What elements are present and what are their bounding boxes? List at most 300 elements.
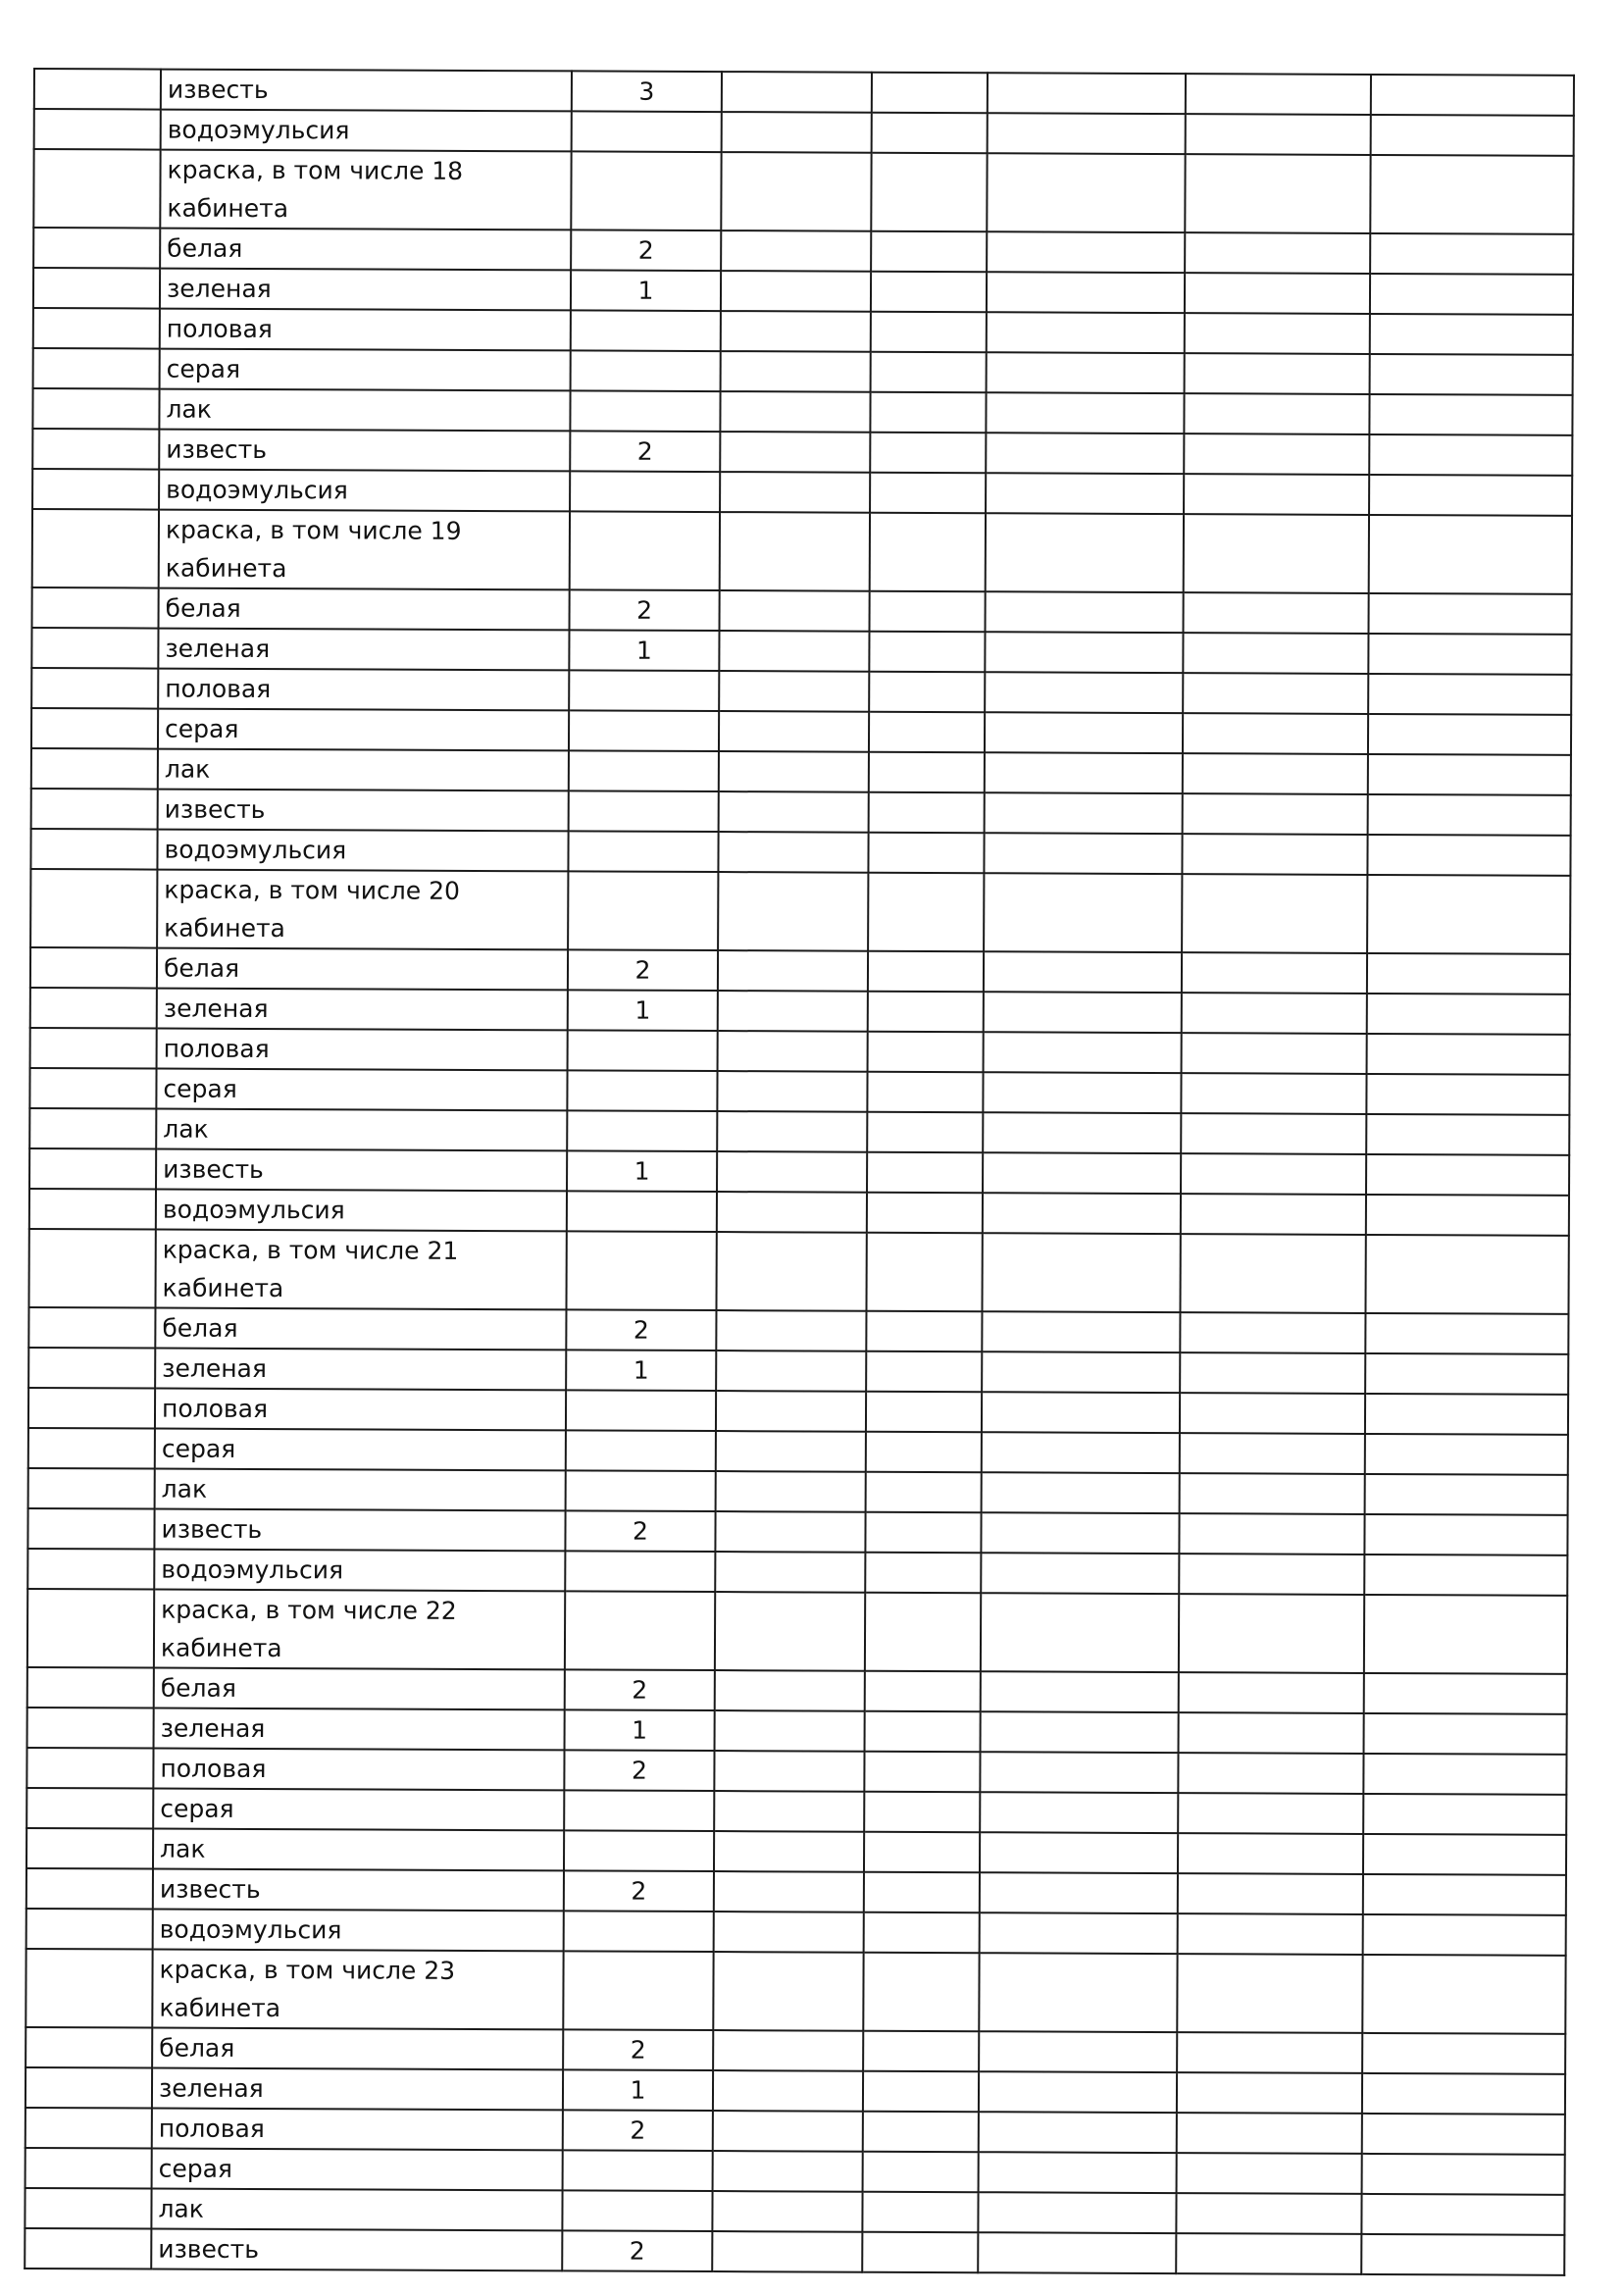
empty-cell bbox=[714, 1912, 864, 1953]
empty-cell bbox=[721, 311, 871, 352]
empty-cell bbox=[984, 833, 1182, 874]
empty-cell bbox=[1180, 1433, 1365, 1474]
quantity-cell: 1 bbox=[568, 990, 718, 1031]
empty-cell bbox=[1363, 1914, 1566, 1956]
empty-cell bbox=[722, 112, 872, 153]
empty-cell bbox=[985, 712, 1183, 753]
empty-cell bbox=[983, 1193, 1181, 1234]
empty-cell bbox=[1185, 353, 1370, 394]
empty-cell bbox=[716, 1471, 866, 1512]
quantity-cell: 2 bbox=[564, 1870, 714, 1912]
row-number-cell bbox=[25, 2148, 152, 2189]
material-name-cell: известь bbox=[154, 1509, 565, 1552]
empty-cell bbox=[719, 751, 869, 792]
empty-cell bbox=[868, 1032, 984, 1073]
empty-cell bbox=[1186, 74, 1371, 115]
empty-cell bbox=[982, 1432, 1180, 1473]
material-name-cell: белая bbox=[152, 2028, 563, 2070]
material-name-cell: известь bbox=[151, 2229, 562, 2271]
table-row bbox=[32, 587, 1572, 635]
quantity-cell bbox=[570, 390, 720, 432]
row-number-cell bbox=[25, 2188, 151, 2229]
empty-cell bbox=[1370, 274, 1573, 315]
table-row bbox=[30, 869, 1570, 954]
empty-cell bbox=[721, 152, 871, 231]
material-name-cell: краска, в том числе 20 кабинета bbox=[157, 870, 568, 950]
empty-cell bbox=[1185, 232, 1370, 274]
empty-cell bbox=[978, 2192, 1176, 2233]
table-row bbox=[28, 1348, 1568, 1395]
row-number-cell bbox=[33, 268, 160, 309]
row-number-cell bbox=[28, 1388, 155, 1429]
quantity-cell bbox=[565, 1551, 715, 1592]
row-number-cell bbox=[29, 1068, 156, 1109]
empty-cell bbox=[870, 392, 986, 433]
empty-cell bbox=[1365, 1394, 1568, 1435]
empty-cell bbox=[1370, 233, 1573, 275]
material-name-cell: лак bbox=[151, 2189, 562, 2231]
row-number-cell bbox=[28, 1428, 155, 1469]
quantity-cell: 2 bbox=[564, 1750, 714, 1791]
table-row bbox=[28, 1468, 1568, 1515]
empty-cell bbox=[1183, 713, 1368, 754]
empty-cell bbox=[714, 1751, 864, 1792]
empty-cell bbox=[864, 1872, 980, 1913]
materials-table bbox=[24, 68, 1575, 2276]
empty-cell bbox=[1179, 1594, 1364, 1673]
empty-cell bbox=[1366, 1114, 1569, 1155]
empty-cell bbox=[1181, 1073, 1366, 1114]
empty-cell bbox=[716, 1391, 866, 1432]
empty-cell bbox=[988, 73, 1186, 114]
empty-cell bbox=[1183, 753, 1368, 794]
row-number-cell bbox=[25, 2108, 152, 2149]
empty-cell bbox=[871, 352, 987, 393]
empty-cell bbox=[1371, 75, 1574, 116]
material-name-cell: серая bbox=[160, 349, 571, 391]
quantity-cell bbox=[568, 831, 718, 872]
row-number-cell bbox=[27, 1589, 154, 1668]
table-row bbox=[33, 348, 1573, 395]
quantity-cell: 2 bbox=[563, 2029, 713, 2070]
row-number-cell bbox=[30, 869, 157, 948]
empty-cell bbox=[1361, 2194, 1564, 2235]
table-row bbox=[33, 228, 1573, 275]
material-name-cell: половая bbox=[160, 309, 571, 351]
empty-cell bbox=[982, 1472, 1180, 1513]
empty-cell bbox=[865, 1593, 981, 1672]
empty-cell bbox=[1370, 354, 1573, 395]
empty-cell bbox=[1364, 1555, 1567, 1596]
empty-cell bbox=[717, 1111, 867, 1152]
empty-cell bbox=[1185, 313, 1370, 354]
empty-cell bbox=[983, 1072, 1181, 1113]
table-row bbox=[25, 2148, 1565, 2195]
row-number-cell bbox=[32, 429, 159, 470]
quantity-cell bbox=[566, 1231, 716, 1310]
row-number-cell bbox=[26, 1788, 153, 1829]
empty-cell bbox=[988, 113, 1186, 154]
empty-cell bbox=[979, 2112, 1177, 2153]
empty-cell bbox=[868, 833, 984, 874]
empty-cell bbox=[983, 1152, 1181, 1194]
table-row bbox=[30, 1028, 1570, 1075]
empty-cell bbox=[980, 1792, 1178, 1833]
empty-cell bbox=[1363, 1754, 1566, 1795]
material-name-cell: известь bbox=[153, 1869, 564, 1912]
empty-cell bbox=[1180, 1312, 1365, 1353]
quantity-cell bbox=[562, 2190, 712, 2231]
quantity-cell bbox=[564, 1790, 714, 1831]
material-name-cell: водоэмульсия bbox=[157, 830, 568, 872]
table-row bbox=[31, 748, 1571, 795]
empty-cell bbox=[1368, 634, 1571, 675]
material-name-cell: половая bbox=[158, 669, 569, 711]
empty-cell bbox=[1184, 474, 1369, 515]
empty-cell bbox=[1177, 2072, 1362, 2114]
empty-cell bbox=[869, 712, 985, 753]
table-row bbox=[25, 2188, 1564, 2235]
empty-cell bbox=[978, 2232, 1176, 2273]
empty-cell bbox=[712, 2191, 862, 2232]
empty-cell bbox=[866, 1351, 982, 1393]
empty-cell bbox=[717, 1151, 867, 1193]
empty-cell bbox=[1367, 953, 1570, 994]
empty-cell bbox=[1183, 633, 1368, 674]
material-name-cell: зеленая bbox=[158, 629, 569, 671]
empty-cell bbox=[713, 1952, 863, 2031]
empty-cell bbox=[986, 392, 1184, 433]
empty-cell bbox=[865, 1553, 981, 1594]
empty-cell bbox=[1181, 1153, 1366, 1195]
material-name-cell: краска, в том числе 19 кабинета bbox=[159, 510, 570, 590]
table-row bbox=[29, 1068, 1569, 1115]
table-row bbox=[30, 829, 1570, 876]
empty-cell bbox=[722, 72, 872, 113]
empty-cell bbox=[979, 2071, 1177, 2113]
empty-cell bbox=[717, 1071, 867, 1112]
empty-cell bbox=[1177, 2032, 1362, 2073]
material-name-cell: серая bbox=[158, 709, 569, 751]
empty-cell bbox=[721, 271, 871, 312]
empty-cell bbox=[1369, 475, 1572, 516]
table-row bbox=[31, 789, 1571, 836]
empty-cell bbox=[715, 1592, 865, 1671]
empty-cell bbox=[987, 153, 1185, 232]
row-number-cell bbox=[31, 668, 158, 709]
table-row bbox=[31, 628, 1571, 675]
empty-cell bbox=[715, 1710, 865, 1752]
empty-cell bbox=[867, 1112, 983, 1153]
material-name-cell: лак bbox=[153, 1829, 564, 1871]
empty-cell bbox=[716, 1351, 866, 1392]
empty-cell bbox=[1176, 2233, 1361, 2274]
empty-cell bbox=[1370, 314, 1573, 355]
empty-cell bbox=[870, 473, 986, 514]
empty-cell bbox=[982, 1392, 1180, 1433]
empty-cell bbox=[1178, 1873, 1363, 1914]
table-row bbox=[25, 2108, 1565, 2155]
quantity-cell: 1 bbox=[566, 1350, 716, 1391]
material-name-cell: лак bbox=[159, 389, 570, 432]
empty-cell bbox=[987, 231, 1185, 273]
material-name-cell: водоэмульсия bbox=[161, 110, 572, 152]
row-number-cell bbox=[25, 2228, 151, 2269]
empty-cell bbox=[1185, 154, 1370, 233]
row-number-cell bbox=[29, 1108, 156, 1149]
empty-cell bbox=[980, 1912, 1178, 1954]
empty-cell bbox=[1184, 393, 1369, 434]
empty-cell bbox=[862, 2192, 978, 2233]
empty-cell bbox=[715, 1670, 865, 1711]
table-row bbox=[33, 268, 1573, 315]
row-number-cell bbox=[31, 708, 158, 749]
empty-cell bbox=[866, 1472, 982, 1513]
row-number-cell bbox=[27, 1549, 154, 1590]
row-number-cell bbox=[32, 509, 159, 588]
quantity-cell: 1 bbox=[567, 1150, 717, 1192]
empty-cell bbox=[871, 231, 987, 273]
empty-cell bbox=[1179, 1712, 1364, 1754]
empty-cell bbox=[717, 1192, 867, 1233]
table-row bbox=[32, 469, 1572, 516]
empty-cell bbox=[870, 433, 986, 474]
empty-cell bbox=[985, 792, 1183, 834]
row-number-cell bbox=[30, 1028, 157, 1069]
quantity-cell bbox=[568, 1030, 718, 1071]
empty-cell bbox=[866, 1311, 982, 1352]
empty-cell bbox=[869, 672, 985, 713]
empty-cell bbox=[1179, 1554, 1364, 1595]
table-row bbox=[26, 1909, 1566, 1956]
row-number-cell bbox=[28, 1468, 155, 1509]
empty-cell bbox=[1367, 994, 1570, 1035]
empty-cell bbox=[981, 1671, 1179, 1712]
empty-cell bbox=[716, 1232, 866, 1311]
material-name-cell: зеленая bbox=[152, 2068, 563, 2111]
table-row bbox=[32, 429, 1572, 476]
empty-cell bbox=[1363, 1874, 1566, 1915]
row-number-cell bbox=[26, 1909, 153, 1950]
empty-cell bbox=[713, 2111, 863, 2152]
quantity-cell: 2 bbox=[571, 229, 721, 271]
material-name-cell: водоэмульсия bbox=[154, 1550, 565, 1592]
material-name-cell: водоэмульсия bbox=[153, 1910, 564, 1952]
material-name-cell: краска, в том числе 21 кабинета bbox=[155, 1230, 566, 1310]
quantity-cell: 1 bbox=[571, 270, 721, 311]
quantity-cell bbox=[564, 1830, 714, 1871]
material-name-cell: серая bbox=[156, 1069, 567, 1111]
quantity-cell bbox=[564, 1911, 714, 1952]
empty-cell bbox=[720, 391, 870, 433]
empty-cell bbox=[1185, 273, 1370, 314]
table-row bbox=[28, 1388, 1568, 1435]
empty-cell bbox=[721, 230, 871, 272]
quantity-cell: 2 bbox=[565, 1669, 715, 1710]
empty-cell bbox=[713, 2070, 863, 2112]
empty-cell bbox=[1362, 2154, 1565, 2195]
empty-cell bbox=[718, 872, 868, 951]
material-name-cell: белая bbox=[159, 588, 570, 631]
row-number-cell bbox=[33, 228, 160, 269]
empty-cell bbox=[987, 312, 1185, 353]
quantity-cell: 2 bbox=[563, 2110, 713, 2151]
table-body bbox=[25, 69, 1574, 2275]
empty-cell bbox=[979, 2031, 1177, 2072]
table-row bbox=[29, 1108, 1569, 1155]
table-row bbox=[33, 149, 1573, 234]
empty-cell bbox=[984, 992, 1182, 1033]
empty-cell bbox=[986, 513, 1184, 592]
empty-cell bbox=[1178, 1833, 1363, 1874]
empty-cell bbox=[718, 950, 868, 992]
row-number-cell bbox=[30, 947, 157, 989]
empty-cell bbox=[1176, 2193, 1361, 2234]
empty-cell bbox=[1361, 2234, 1564, 2275]
empty-cell bbox=[1178, 1753, 1363, 1794]
row-number-cell bbox=[31, 789, 158, 830]
empty-cell bbox=[866, 1233, 982, 1312]
empty-cell bbox=[713, 2151, 863, 2192]
empty-cell bbox=[1364, 1673, 1567, 1714]
empty-cell bbox=[720, 590, 870, 632]
empty-cell bbox=[1179, 1513, 1364, 1555]
table-row bbox=[29, 1148, 1569, 1196]
empty-cell bbox=[719, 711, 869, 752]
empty-cell bbox=[718, 1031, 868, 1072]
row-number-cell bbox=[26, 1748, 153, 1789]
row-number-cell bbox=[27, 1708, 154, 1749]
empty-cell bbox=[864, 1752, 980, 1793]
empty-cell bbox=[984, 951, 1182, 993]
quantity-cell bbox=[563, 2150, 713, 2191]
row-number-cell bbox=[31, 748, 158, 790]
row-number-cell bbox=[32, 388, 159, 430]
empty-cell bbox=[1362, 1955, 1565, 2034]
material-name-cell: белая bbox=[155, 1308, 566, 1351]
empty-cell bbox=[1367, 875, 1570, 954]
table-row bbox=[26, 1748, 1566, 1795]
empty-cell bbox=[863, 2152, 979, 2193]
empty-cell bbox=[720, 472, 870, 513]
empty-cell bbox=[981, 1553, 1179, 1594]
row-number-cell bbox=[28, 1348, 155, 1389]
empty-cell bbox=[982, 1311, 1180, 1352]
quantity-cell: 1 bbox=[569, 630, 719, 671]
empty-cell bbox=[1183, 673, 1368, 714]
empty-cell bbox=[719, 671, 869, 712]
row-number-cell bbox=[31, 628, 158, 669]
empty-cell bbox=[981, 1593, 1179, 1672]
material-name-cell: лак bbox=[156, 1109, 567, 1151]
table-row bbox=[27, 1708, 1567, 1755]
quantity-cell bbox=[566, 1430, 716, 1471]
empty-cell bbox=[980, 1872, 1178, 1913]
material-name-cell: серая bbox=[152, 2149, 563, 2191]
empty-cell bbox=[1184, 433, 1369, 475]
empty-cell bbox=[721, 351, 871, 392]
empty-cell bbox=[1177, 2153, 1362, 2194]
quantity-cell: 2 bbox=[568, 949, 718, 991]
quantity-cell bbox=[571, 310, 721, 351]
table-row bbox=[30, 988, 1570, 1035]
row-number-cell bbox=[26, 1828, 153, 1869]
quantity-cell: 2 bbox=[566, 1309, 716, 1351]
quantity-cell bbox=[567, 1191, 717, 1232]
row-number-cell bbox=[30, 829, 157, 870]
material-name-cell: зеленая bbox=[157, 989, 568, 1031]
empty-cell bbox=[1366, 1195, 1569, 1236]
empty-cell bbox=[1362, 2073, 1565, 2115]
empty-cell bbox=[1368, 593, 1571, 635]
empty-cell bbox=[985, 672, 1183, 713]
empty-cell bbox=[864, 1832, 980, 1873]
empty-cell bbox=[871, 312, 987, 353]
material-name-cell: лак bbox=[158, 749, 569, 791]
quantity-cell bbox=[566, 1470, 716, 1511]
empty-cell bbox=[1365, 1474, 1568, 1515]
table-row bbox=[27, 1667, 1567, 1714]
table-row bbox=[31, 668, 1571, 715]
empty-cell bbox=[1364, 1595, 1567, 1674]
empty-cell bbox=[867, 1152, 983, 1194]
empty-cell bbox=[715, 1511, 865, 1553]
empty-cell bbox=[866, 1392, 982, 1433]
empty-cell bbox=[1370, 155, 1573, 234]
empty-cell bbox=[870, 513, 986, 592]
empty-cell bbox=[985, 632, 1183, 673]
row-number-cell bbox=[25, 2027, 152, 2068]
quantity-cell: 2 bbox=[565, 1510, 715, 1552]
empty-cell bbox=[1368, 674, 1571, 715]
row-number-cell bbox=[28, 1307, 155, 1349]
material-name-cell: белая bbox=[154, 1668, 565, 1710]
empty-cell bbox=[712, 2231, 862, 2272]
empty-cell bbox=[984, 873, 1182, 952]
empty-cell bbox=[1182, 874, 1367, 953]
table-row bbox=[26, 1828, 1566, 1875]
empty-cell bbox=[1365, 1235, 1568, 1314]
empty-cell bbox=[1182, 993, 1367, 1034]
row-number-cell bbox=[33, 348, 160, 389]
material-name-cell: зеленая bbox=[160, 269, 571, 311]
row-number-cell bbox=[28, 1229, 155, 1308]
quantity-cell: 2 bbox=[570, 431, 720, 472]
empty-cell bbox=[714, 1871, 864, 1912]
quantity-cell: 1 bbox=[563, 2069, 713, 2111]
quantity-cell bbox=[569, 750, 719, 791]
material-name-cell: краска, в том числе 22 кабинета bbox=[154, 1590, 565, 1670]
quantity-cell bbox=[569, 670, 719, 711]
empty-cell bbox=[1186, 114, 1371, 155]
empty-cell bbox=[871, 153, 987, 232]
empty-cell bbox=[979, 1953, 1177, 2032]
empty-cell bbox=[1364, 1514, 1567, 1555]
table-row bbox=[27, 1589, 1567, 1674]
row-number-cell bbox=[27, 1508, 154, 1550]
empty-cell bbox=[719, 791, 869, 833]
empty-cell bbox=[984, 1032, 1182, 1073]
empty-cell bbox=[1181, 1194, 1366, 1235]
empty-cell bbox=[1369, 515, 1572, 594]
empty-cell bbox=[869, 792, 985, 834]
table-row bbox=[26, 1788, 1566, 1835]
empty-cell bbox=[872, 113, 988, 154]
table-row bbox=[31, 708, 1571, 755]
empty-cell bbox=[1181, 1113, 1366, 1154]
empty-cell bbox=[1178, 1913, 1363, 1955]
empty-cell bbox=[863, 2071, 979, 2113]
